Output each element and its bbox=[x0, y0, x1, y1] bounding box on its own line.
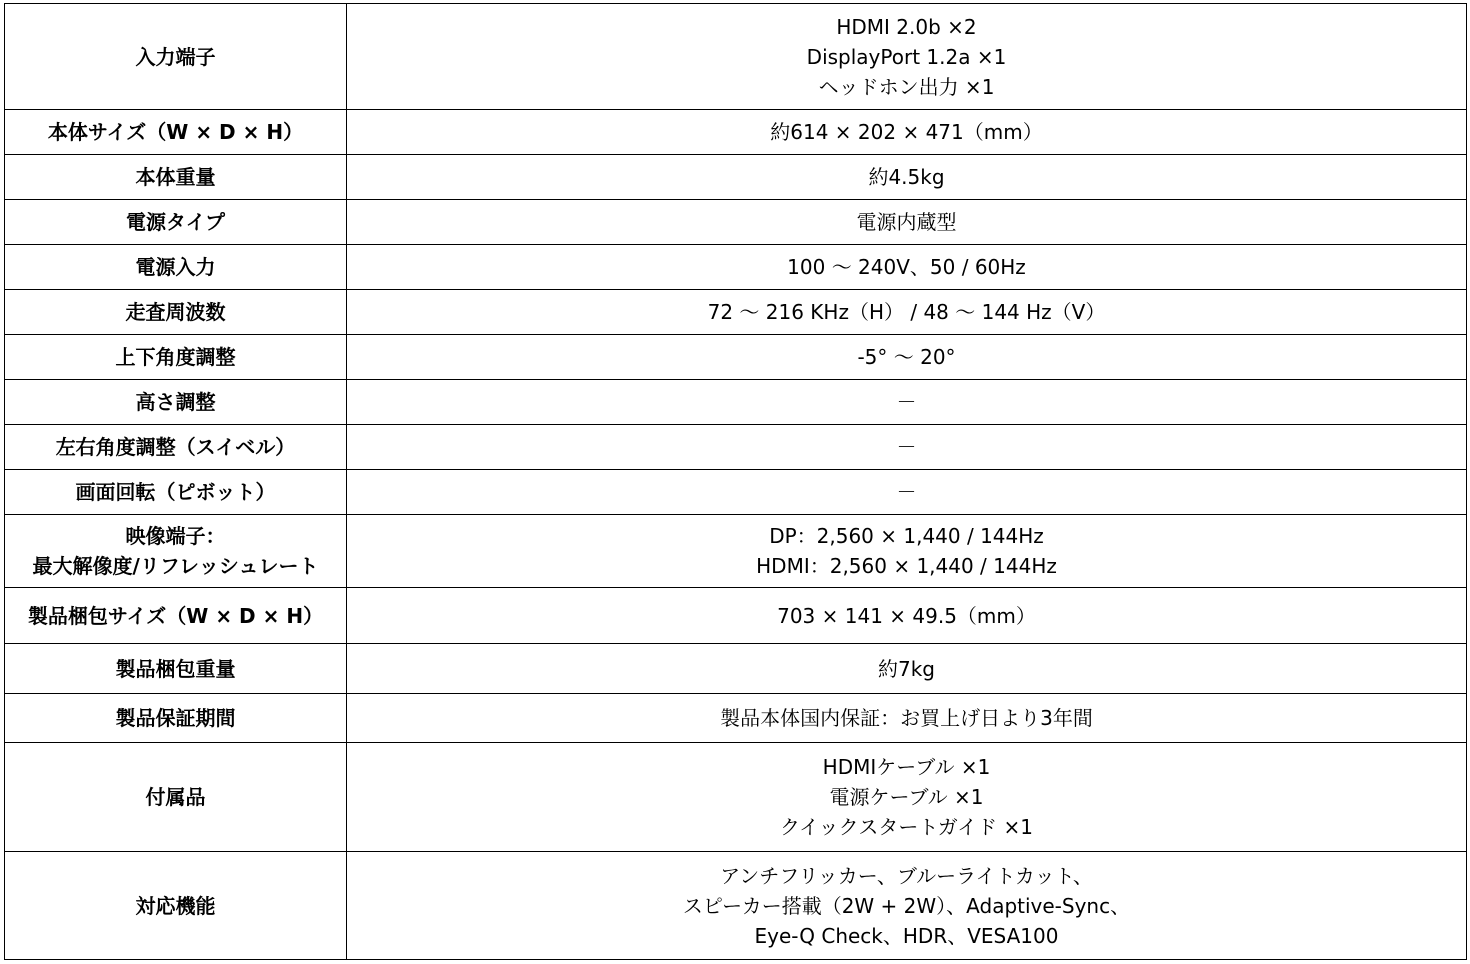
row-value: アンチフリッカー、ブルーライトカット、 スピーカー搭載（2W + 2W）、Adaptive-Sync、 Eye-Q Check、HDR、VESA100 bbox=[347, 852, 1467, 960]
table-row bbox=[5, 4, 1467, 110]
table-row bbox=[5, 110, 1467, 155]
row-label: 対応機能 bbox=[5, 852, 347, 960]
row-value: 703 × 141 × 49.5（mm） bbox=[347, 588, 1467, 644]
row-value: － bbox=[347, 470, 1467, 515]
row-label: 製品梱包重量 bbox=[5, 644, 347, 694]
row-label: 製品保証期間 bbox=[5, 694, 347, 743]
table-row bbox=[5, 155, 1467, 200]
row-value: -5° ～ 20° bbox=[347, 335, 1467, 380]
row-value: 72 ～ 216 KHz（H） / 48 ～ 144 Hz（V） bbox=[347, 290, 1467, 335]
row-label: 左右角度調整（スイベル） bbox=[5, 425, 347, 470]
row-value: 100 ～ 240V、50 / 60Hz bbox=[347, 245, 1467, 290]
row-value: 約4.5kg bbox=[347, 155, 1467, 200]
row-label: 本体サイズ（W × D × H） bbox=[5, 110, 347, 155]
table-row bbox=[5, 380, 1467, 425]
spec-table bbox=[4, 3, 1467, 960]
row-label: 映像端子： 最大解像度/リフレッシュレート bbox=[5, 515, 347, 588]
table-row bbox=[5, 694, 1467, 743]
table-row bbox=[5, 470, 1467, 515]
table-row bbox=[5, 425, 1467, 470]
table-row bbox=[5, 245, 1467, 290]
row-label: 高さ調整 bbox=[5, 380, 347, 425]
row-value: DP：2,560 × 1,440 / 144Hz HDMI：2,560 × 1,440 / 144Hz bbox=[347, 515, 1467, 588]
row-label: 上下角度調整 bbox=[5, 335, 347, 380]
table-row bbox=[5, 335, 1467, 380]
row-label: 電源入力 bbox=[5, 245, 347, 290]
row-value: 電源内蔵型 bbox=[347, 200, 1467, 245]
row-value: － bbox=[347, 380, 1467, 425]
table-row bbox=[5, 200, 1467, 245]
row-label: 電源タイプ bbox=[5, 200, 347, 245]
table-row bbox=[5, 588, 1467, 644]
row-value: 約614 × 202 × 471（mm） bbox=[347, 110, 1467, 155]
table-row bbox=[5, 515, 1467, 588]
row-label: 製品梱包サイズ（W × D × H） bbox=[5, 588, 347, 644]
row-value: HDMIケーブル ×1 電源ケーブル ×1 クイックスタートガイド ×1 bbox=[347, 743, 1467, 852]
row-value: 製品本体国内保証：お買上げ日より3年間 bbox=[347, 694, 1467, 743]
row-label: 走査周波数 bbox=[5, 290, 347, 335]
table-row bbox=[5, 852, 1467, 960]
table-row bbox=[5, 743, 1467, 852]
row-label: 画面回転（ピボット） bbox=[5, 470, 347, 515]
table-row bbox=[5, 290, 1467, 335]
row-label: 付属品 bbox=[5, 743, 347, 852]
row-label: 入力端子 bbox=[5, 4, 347, 110]
row-value: HDMI 2.0b ×2 DisplayPort 1.2a ×1 ヘッドホン出力 ×1 bbox=[347, 4, 1467, 110]
row-value: 約7kg bbox=[347, 644, 1467, 694]
table-row bbox=[5, 644, 1467, 694]
row-value: － bbox=[347, 425, 1467, 470]
row-label: 本体重量 bbox=[5, 155, 347, 200]
